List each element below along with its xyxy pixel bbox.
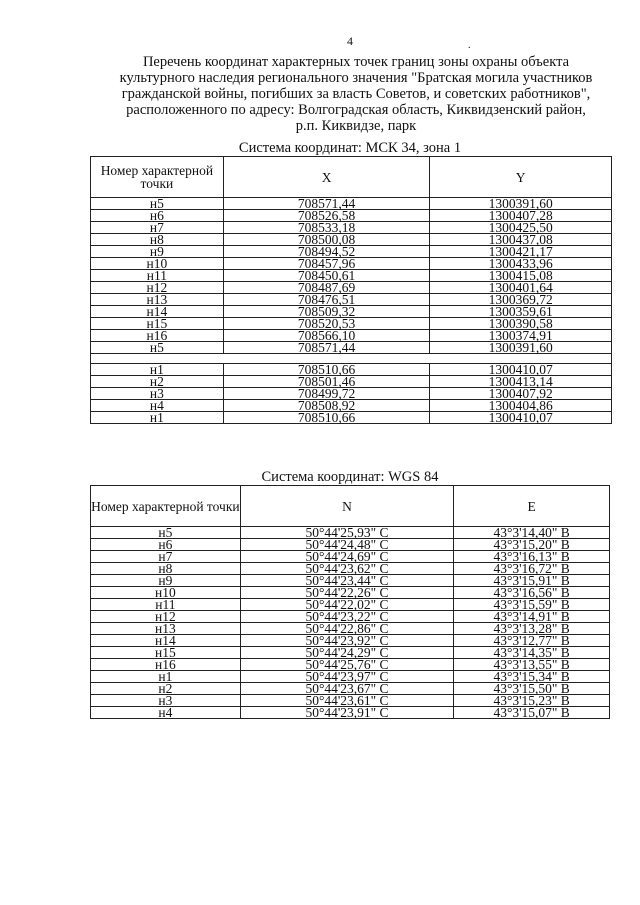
table-row — [91, 412, 612, 424]
cell-point: н16 — [91, 659, 241, 671]
cell-coord-1: 708510,66 — [223, 412, 430, 424]
cell-coord-1: 708476,51 — [223, 294, 430, 306]
header-point-number: Номер характерной точки — [91, 157, 224, 198]
cell-coord-1: 708501,46 — [223, 376, 430, 388]
cell-point: н5 — [91, 527, 241, 539]
cell-coord-2: 1300407,28 — [430, 210, 612, 222]
cell-point: н3 — [91, 388, 224, 400]
cell-coord-2: 43°3'15,07" В — [454, 707, 610, 719]
table1-body-zone-main — [91, 198, 612, 354]
cell-point: н11 — [91, 270, 224, 282]
cell-coord-1: 50°44'23,91" С — [240, 707, 454, 719]
cell-point: н1 — [91, 671, 241, 683]
cell-coord-2: 43°3'16,13" В — [454, 551, 610, 563]
cell-point: н5 — [91, 342, 224, 354]
cell-coord-1: 708509,32 — [223, 306, 430, 318]
page-number: 4 — [347, 34, 353, 48]
cell-coord-1: 50°44'23,61" С — [240, 695, 454, 707]
msk34-coordinates-table — [90, 156, 612, 424]
title-line: Перечень координат характерных точек границ зоны охраны объекта — [142, 54, 570, 70]
cell-coord-2: 1300401,64 — [430, 282, 612, 294]
cell-point: н1 — [91, 364, 224, 376]
title-line: культурного наследия регионального значения "Братская могила участников — [119, 70, 593, 86]
cell-coord-1: 50°44'22,26" С — [240, 587, 454, 599]
cell-point: н1 — [91, 412, 224, 424]
table2-body — [91, 527, 610, 719]
cell-coord-2: 43°3'16,56" В — [454, 587, 610, 599]
cell-point: н9 — [91, 246, 224, 258]
cell-coord-1: 50°44'23,44" С — [240, 575, 454, 587]
cell-point: н2 — [91, 376, 224, 388]
cell-point: н2 — [91, 683, 241, 695]
cell-point: н3 — [91, 695, 241, 707]
cell-coord-2: 1300359,61 — [430, 306, 612, 318]
cell-coord-2: 43°3'14,35" В — [454, 647, 610, 659]
cell-point: н10 — [91, 587, 241, 599]
cell-coord-1: 50°44'25,76" С — [240, 659, 454, 671]
cell-coord-2: 1300433,96 — [430, 258, 612, 270]
table-header-row — [91, 157, 612, 198]
cell-point: н4 — [91, 400, 224, 412]
cell-coord-2: 43°3'13,28" В — [454, 623, 610, 635]
cell-coord-2: 1300369,72 — [430, 294, 612, 306]
cell-point: н9 — [91, 575, 241, 587]
cell-coord-2: 1300410,07 — [430, 364, 612, 376]
cell-point: н7 — [91, 222, 224, 234]
title-line: расположенного по адресу: Волгоградская область, Киквидзенский район, — [126, 102, 586, 118]
cell-coord-2: 43°3'15,50" В — [454, 683, 610, 695]
cell-coord-2: 43°3'14,91" В — [454, 611, 610, 623]
cell-coord-1: 708510,66 — [223, 364, 430, 376]
cell-point: н8 — [91, 563, 241, 575]
cell-coord-1: 708508,92 — [223, 400, 430, 412]
cell-coord-1: 50°44'25,93" С — [240, 527, 454, 539]
cell-point: н15 — [91, 647, 241, 659]
cell-coord-1: 50°44'24,69" С — [240, 551, 454, 563]
table1-caption: Система координат: МСК 34, зона 1 — [238, 140, 462, 156]
cell-point: н15 — [91, 318, 224, 330]
table1-body-zone-inner — [91, 364, 612, 424]
cell-coord-1: 50°44'23,22" С — [240, 611, 454, 623]
cell-point: н14 — [91, 306, 224, 318]
cell-coord-2: 1300404,86 — [430, 400, 612, 412]
wgs84-coordinates-table — [90, 485, 610, 719]
cell-coord-2: 1300425,50 — [430, 222, 612, 234]
table-row — [91, 342, 612, 354]
cell-coord-1: 708450,61 — [223, 270, 430, 282]
cell-point: н10 — [91, 258, 224, 270]
cell-coord-1: 708526,58 — [223, 210, 430, 222]
cell-point: н5 — [91, 198, 224, 210]
header-point-number: Номер характерной точки — [91, 486, 241, 527]
title-line: р.п. Киквидзе, парк — [295, 118, 417, 134]
cell-coord-1: 50°44'23,67" С — [240, 683, 454, 695]
cell-coord-1: 50°44'22,86" С — [240, 623, 454, 635]
header-e: E — [454, 486, 610, 527]
cell-coord-2: 43°3'16,72" В — [454, 563, 610, 575]
cell-coord-1: 708571,44 — [223, 342, 430, 354]
cell-point: н13 — [91, 623, 241, 635]
cell-coord-1: 708494,52 — [223, 246, 430, 258]
cell-coord-2: 1300437,08 — [430, 234, 612, 246]
cell-coord-1: 50°44'24,48" С — [240, 539, 454, 551]
cell-coord-2: 43°3'15,20" В — [454, 539, 610, 551]
cell-coord-1: 50°44'22,02" С — [240, 599, 454, 611]
table2-caption: Система координат: WGS 84 — [261, 469, 439, 485]
cell-coord-1: 708487,69 — [223, 282, 430, 294]
cell-coord-2: 1300391,60 — [430, 198, 612, 210]
cell-point: н13 — [91, 294, 224, 306]
cell-point: н16 — [91, 330, 224, 342]
cell-coord-2: 1300391,60 — [430, 342, 612, 354]
table-row — [91, 707, 610, 719]
cell-coord-1: 708533,18 — [223, 222, 430, 234]
cell-coord-2: 43°3'15,59" В — [454, 599, 610, 611]
title-line: гражданской войны, погибших за власть Советов, и советских работников", — [121, 86, 591, 102]
cell-coord-2: 43°3'14,40" В — [454, 527, 610, 539]
cell-coord-2: 43°3'15,23" В — [454, 695, 610, 707]
cell-coord-1: 50°44'23,97" С — [240, 671, 454, 683]
cell-coord-1: 708457,96 — [223, 258, 430, 270]
cell-coord-1: 50°44'23,62" С — [240, 563, 454, 575]
cell-coord-2: 1300413,14 — [430, 376, 612, 388]
cell-point: н6 — [91, 539, 241, 551]
cell-point: н12 — [91, 282, 224, 294]
cell-point: н7 — [91, 551, 241, 563]
cell-coord-1: 708520,53 — [223, 318, 430, 330]
cell-coord-1: 50°44'23,92" С — [240, 635, 454, 647]
cell-coord-2: 1300407,92 — [430, 388, 612, 400]
document-title — [96, 54, 616, 134]
cell-coord-2: 43°3'15,34" В — [454, 671, 610, 683]
header-n: N — [240, 486, 454, 527]
table-header-row — [91, 486, 610, 527]
cell-point: н12 — [91, 611, 241, 623]
cell-coord-2: 1300374,91 — [430, 330, 612, 342]
cell-coord-1: 708566,10 — [223, 330, 430, 342]
cell-point: н6 — [91, 210, 224, 222]
page-mark: . — [468, 40, 471, 51]
cell-coord-2: 1300410,07 — [430, 412, 612, 424]
cell-point: н14 — [91, 635, 241, 647]
cell-point: н8 — [91, 234, 224, 246]
header-x: X — [223, 157, 430, 198]
cell-point: н4 — [91, 707, 241, 719]
cell-coord-2: 43°3'15,91" В — [454, 575, 610, 587]
cell-coord-2: 1300390,58 — [430, 318, 612, 330]
cell-coord-2: 1300415,08 — [430, 270, 612, 282]
cell-coord-2: 43°3'13,55" В — [454, 659, 610, 671]
cell-point: н11 — [91, 599, 241, 611]
cell-coord-1: 708499,72 — [223, 388, 430, 400]
cell-coord-1: 708571,44 — [223, 198, 430, 210]
cell-coord-1: 708500,08 — [223, 234, 430, 246]
header-y: Y — [430, 157, 612, 198]
cell-coord-2: 43°3'12,77" В — [454, 635, 610, 647]
cell-coord-1: 50°44'24,29" С — [240, 647, 454, 659]
cell-coord-2: 1300421,17 — [430, 246, 612, 258]
